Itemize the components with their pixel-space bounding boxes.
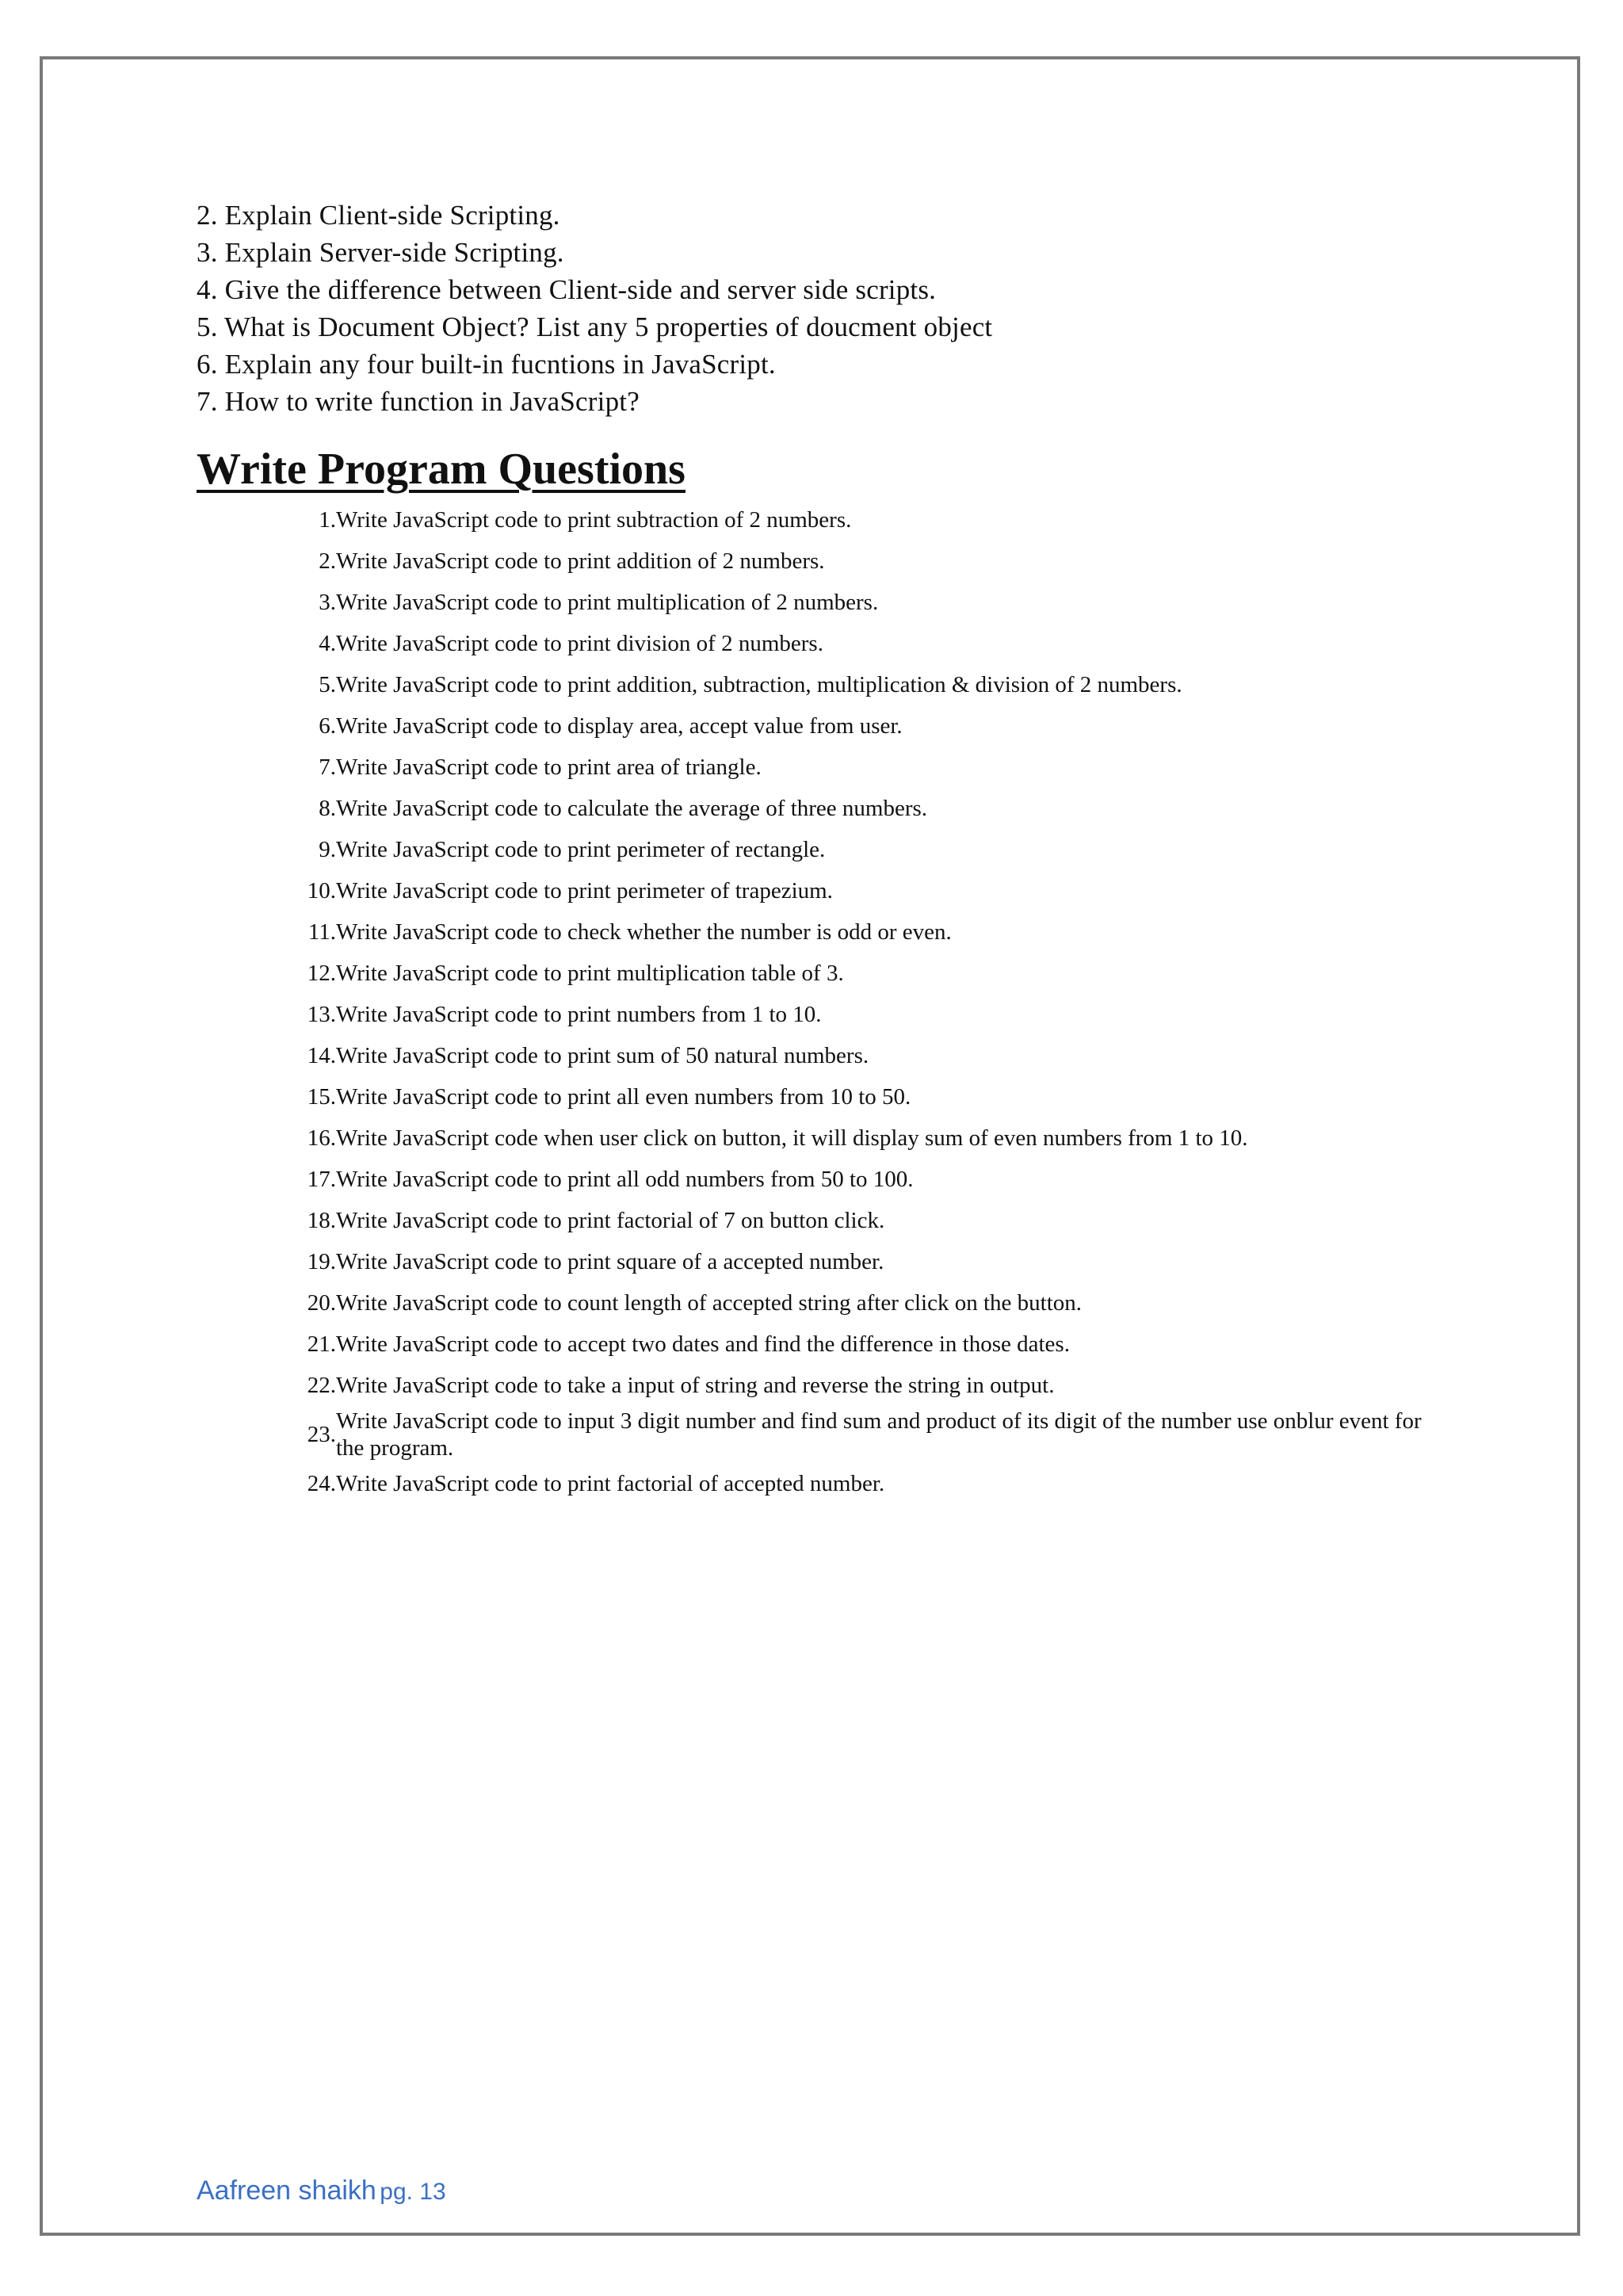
page-footer bbox=[197, 2176, 446, 2206]
question-text: Write JavaScript code to print factorial of accepted number. bbox=[336, 1471, 885, 1496]
theory-question-item: 3. Explain Server-side Scripting. bbox=[197, 237, 564, 268]
question-text: Write JavaScript code to print addition, subtraction, multiplication & division of 2 numbers. bbox=[336, 672, 1182, 697]
program-question-item bbox=[285, 747, 1458, 788]
question-text: Write JavaScript code to calculate the average of three numbers. bbox=[336, 796, 928, 821]
program-question-item bbox=[285, 1406, 1458, 1463]
section-heading: Write Program Questions bbox=[197, 445, 685, 494]
question-text: Write JavaScript code to print division of 2 numbers. bbox=[336, 631, 823, 656]
footer-page-number: pg. 13 bbox=[380, 2179, 446, 2205]
program-question-item bbox=[285, 829, 1458, 870]
question-number: 15. bbox=[307, 1084, 336, 1110]
program-question-item bbox=[285, 994, 1458, 1035]
question-number: 12. bbox=[307, 961, 336, 986]
question-number: 4. bbox=[319, 631, 336, 656]
question-text: Write JavaScript code to accept two dates and find the difference in those dates. bbox=[336, 1331, 1070, 1357]
question-number: 13. bbox=[307, 1002, 336, 1027]
program-question-item bbox=[285, 788, 1458, 829]
question-number: 8. bbox=[319, 796, 336, 821]
question-number: 22. bbox=[307, 1373, 336, 1398]
program-question-item bbox=[285, 1076, 1458, 1117]
program-question-item bbox=[285, 1241, 1458, 1282]
question-text: Write JavaScript code to print multiplication table of 3. bbox=[336, 961, 844, 986]
question-text: Write JavaScript code to print area of triangle. bbox=[336, 755, 762, 780]
theory-question-item: 4. Give the difference between Client-side and server side scripts. bbox=[197, 274, 937, 305]
program-question-item bbox=[285, 499, 1458, 541]
program-question-item bbox=[285, 1324, 1458, 1365]
program-question-item bbox=[285, 953, 1458, 994]
question-number: 6. bbox=[319, 713, 336, 739]
question-number: 14. bbox=[307, 1043, 336, 1068]
theory-question-item: 6. Explain any four built-in fucntions in JavaScript. bbox=[197, 349, 776, 380]
program-question-item bbox=[285, 1117, 1458, 1159]
program-question-item bbox=[285, 1159, 1458, 1200]
question-number: 1. bbox=[319, 507, 336, 533]
question-number: 18. bbox=[307, 1208, 336, 1233]
question-text: Write JavaScript code to print sum of 50 natural numbers. bbox=[336, 1043, 869, 1068]
question-text: Write JavaScript code to print factorial of 7 on button click. bbox=[336, 1208, 885, 1233]
question-number: 9. bbox=[319, 837, 336, 862]
program-question-item bbox=[285, 664, 1458, 705]
program-question-item bbox=[285, 911, 1458, 953]
program-question-list bbox=[285, 499, 1458, 1504]
program-question-item bbox=[285, 705, 1458, 747]
question-number: 17. bbox=[307, 1167, 336, 1192]
question-number: 23. bbox=[307, 1422, 336, 1447]
question-text: Write JavaScript code when user click on button, it will display sum of even numbers from 1 to 10. bbox=[336, 1125, 1248, 1151]
program-question-item bbox=[285, 870, 1458, 911]
question-number: 16. bbox=[307, 1125, 336, 1151]
program-question-item bbox=[285, 541, 1458, 582]
program-question-item bbox=[285, 623, 1458, 664]
question-text: Write JavaScript code to print all odd numbers from 50 to 100. bbox=[336, 1167, 914, 1192]
theory-question-item: 7. How to write function in JavaScript? bbox=[197, 386, 640, 417]
question-text: Write JavaScript code to input 3 digit number and find sum and product of its digit of the number use onblur event for the program. bbox=[336, 1408, 1422, 1461]
question-text: Write JavaScript code to print addition of 2 numbers. bbox=[336, 548, 825, 574]
question-text: Write JavaScript code to check whether the number is odd or even. bbox=[336, 919, 952, 945]
program-question-item bbox=[285, 1282, 1458, 1324]
program-question-item bbox=[285, 1463, 1458, 1504]
question-number: 20. bbox=[307, 1290, 336, 1316]
question-number: 24. bbox=[307, 1471, 336, 1496]
question-text: Write JavaScript code to print multiplication of 2 numbers. bbox=[336, 590, 879, 615]
question-text: Write JavaScript code to take a input of string and reverse the string in output. bbox=[336, 1373, 1055, 1398]
question-number: 10. bbox=[307, 878, 336, 904]
footer-author: Aafreen shaikh bbox=[197, 2176, 376, 2206]
program-question-item bbox=[285, 1035, 1458, 1076]
question-text: Write JavaScript code to print subtraction of 2 numbers. bbox=[336, 507, 852, 533]
question-text: Write JavaScript code to print square of a accepted number. bbox=[336, 1249, 884, 1274]
question-number: 7. bbox=[319, 755, 336, 780]
program-question-item bbox=[285, 582, 1458, 623]
question-text: Write JavaScript code to print numbers from 1 to 10. bbox=[336, 1002, 822, 1027]
question-text: Write JavaScript code to display area, accept value from user. bbox=[336, 713, 903, 739]
question-text: Write JavaScript code to count length of accepted string after click on the button. bbox=[336, 1290, 1083, 1316]
program-question-item bbox=[285, 1365, 1458, 1406]
question-number: 11. bbox=[307, 919, 336, 945]
program-question-item bbox=[285, 1200, 1458, 1241]
question-number: 3. bbox=[319, 590, 336, 615]
question-number: 5. bbox=[319, 672, 336, 697]
theory-question-item: 5. What is Document Object? List any 5 properties of doucment object bbox=[197, 311, 993, 342]
theory-question-list bbox=[197, 197, 992, 420]
theory-question-item: 2. Explain Client-side Scripting. bbox=[197, 200, 560, 231]
question-number: 2. bbox=[319, 548, 336, 574]
question-text: Write JavaScript code to print perimeter of rectangle. bbox=[336, 837, 826, 862]
question-text: Write JavaScript code to print all even numbers from 10 to 50. bbox=[336, 1084, 911, 1110]
question-number: 19. bbox=[307, 1249, 336, 1274]
question-number: 21. bbox=[307, 1331, 336, 1357]
question-text: Write JavaScript code to print perimeter of trapezium. bbox=[336, 878, 833, 904]
